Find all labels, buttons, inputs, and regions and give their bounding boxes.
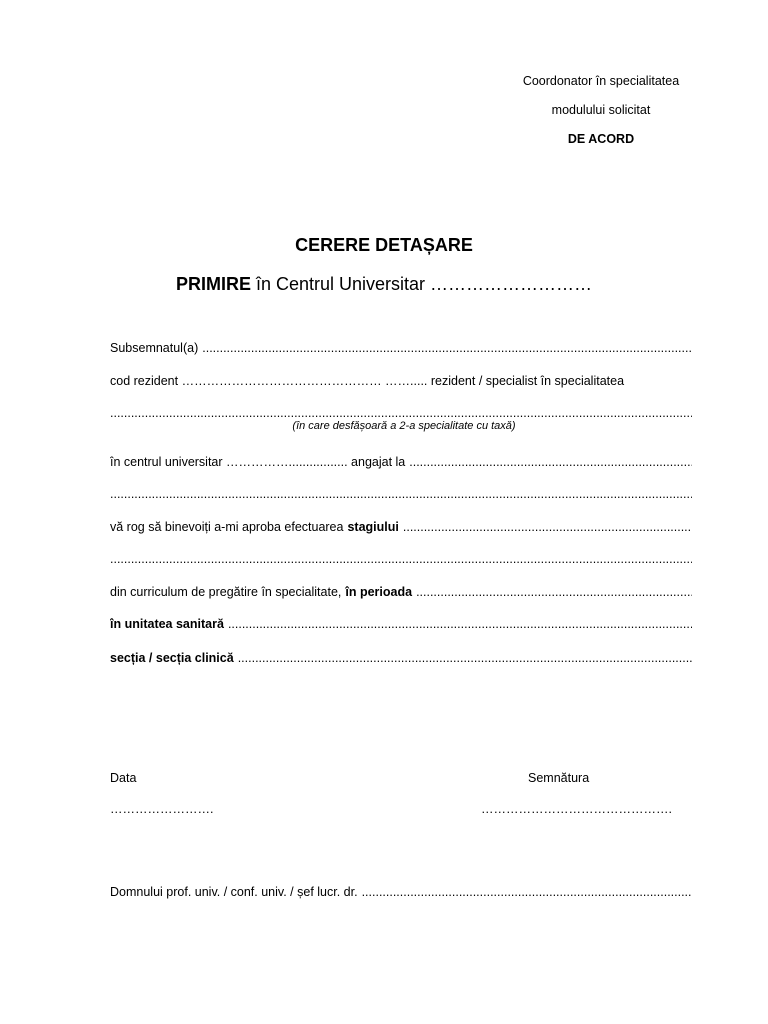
dots-sectia	[238, 650, 692, 666]
field-perioada[interactable]	[110, 584, 692, 600]
dots-domnului	[362, 884, 692, 900]
data-label: Data	[110, 771, 137, 785]
label-unitatea: în unitatea sanitară	[110, 617, 224, 631]
field-subsemnatul[interactable]	[110, 340, 692, 356]
label-stagiului: stagiului	[347, 520, 399, 534]
field-cod-rezident[interactable]	[110, 373, 692, 389]
dots-specialitate	[110, 405, 692, 421]
field-stagiu-detalii[interactable]	[110, 551, 692, 567]
subtitle-rest: în Centrul Universitar ………………………	[250, 274, 593, 294]
field-sectia[interactable]	[110, 650, 692, 666]
subtitle-bold: PRIMIRE	[175, 274, 251, 294]
label-va-rog: vă rog să binevoiți a-mi aproba efectuarea	[110, 520, 344, 534]
field-domnului[interactable]	[110, 884, 692, 900]
label-centrul: în centrul universitar ……………................. angajat la	[110, 455, 406, 469]
label-sectia: secția / secția clinică	[110, 651, 234, 665]
dots-stagiu-detalii	[110, 551, 692, 567]
approval-title: Coordonator în specialitatea	[522, 74, 680, 88]
field-specialitate[interactable]	[110, 405, 692, 421]
dots-stagiu	[403, 519, 692, 535]
field-stagiu[interactable]	[110, 519, 692, 535]
approval-module: modulului solicitat	[551, 103, 651, 117]
field-centrul[interactable]	[110, 454, 692, 470]
document-subtitle	[0, 274, 768, 295]
dots-angajat	[110, 486, 692, 502]
label-curriculum: din curriculum de pregătire în specialitate,	[110, 585, 342, 599]
label-subsemnatul: Subsemnatul(a)	[110, 341, 199, 355]
dots-unitatea	[228, 616, 692, 632]
field-unitatea[interactable]	[110, 616, 692, 632]
dots-perioada	[416, 584, 692, 600]
note-specialitate: (în care desfășoară a 2-a specialitate cu taxă)	[292, 420, 516, 432]
label-perioada: în perioada	[345, 585, 413, 599]
data-field[interactable]: …………………….	[110, 802, 214, 816]
dots-subsemnatul	[202, 340, 692, 356]
label-cod-rezident: cod rezident ………………………………………… ……..... rezident / specialist în specialitatea	[110, 374, 625, 388]
label-domnului: Domnului prof. univ. / conf. univ. / șef lucr. dr.	[110, 885, 358, 899]
approval-agreement: DE ACORD	[567, 132, 635, 146]
dots-centrul	[409, 454, 692, 470]
semnatura-label: Semnătura	[528, 771, 590, 785]
field-angajat[interactable]	[110, 486, 692, 502]
semnatura-field[interactable]: ……………………………………….	[481, 802, 672, 816]
document-title: CERERE DETAȘARE	[295, 235, 473, 255]
